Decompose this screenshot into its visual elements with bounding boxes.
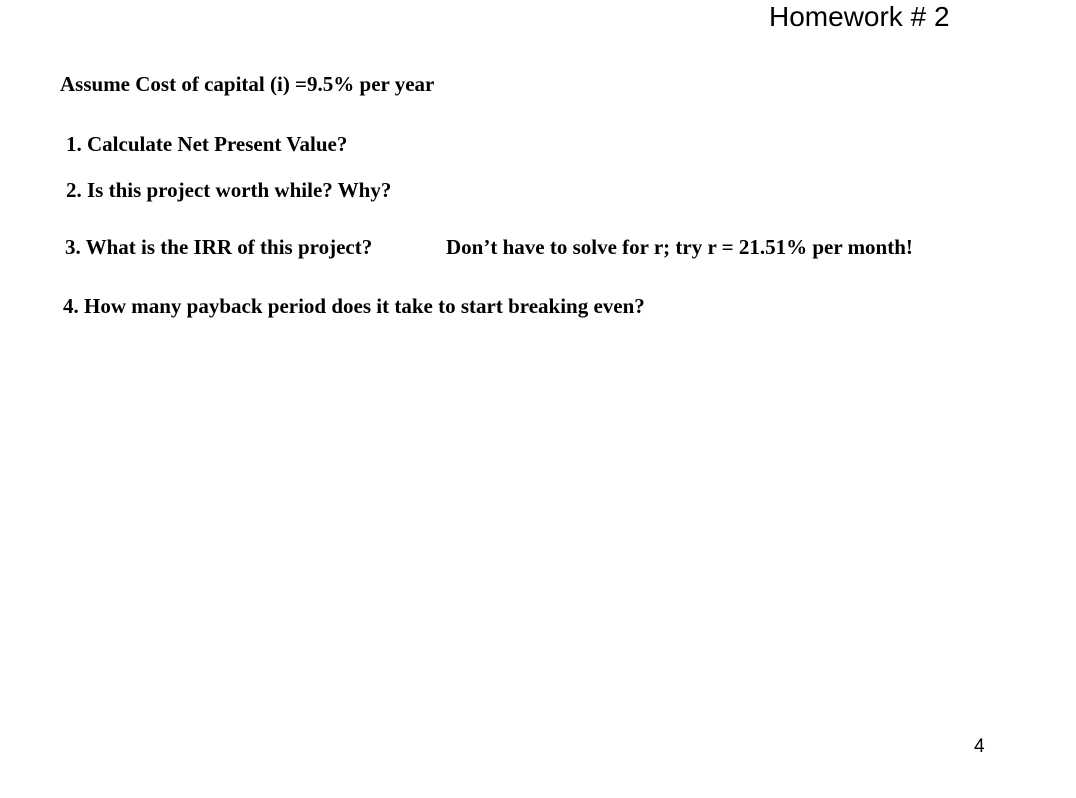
question-4: 4. How many payback period does it take to start breaking even? [63,294,645,318]
assumption-text: Assume Cost of capital (i) =9.5% per year [60,72,435,96]
question-1: 1. Calculate Net Present Value? [66,132,348,156]
page-number: 4 [974,736,985,757]
slide-title: Homework # 2 [769,1,950,32]
question-3-hint: Don’t have to solve for r; try r = 21.51% per month! [446,235,913,259]
question-2: 2. Is this project worth while? Why? [66,178,392,202]
question-3: 3. What is the IRR of this project? [65,235,373,259]
